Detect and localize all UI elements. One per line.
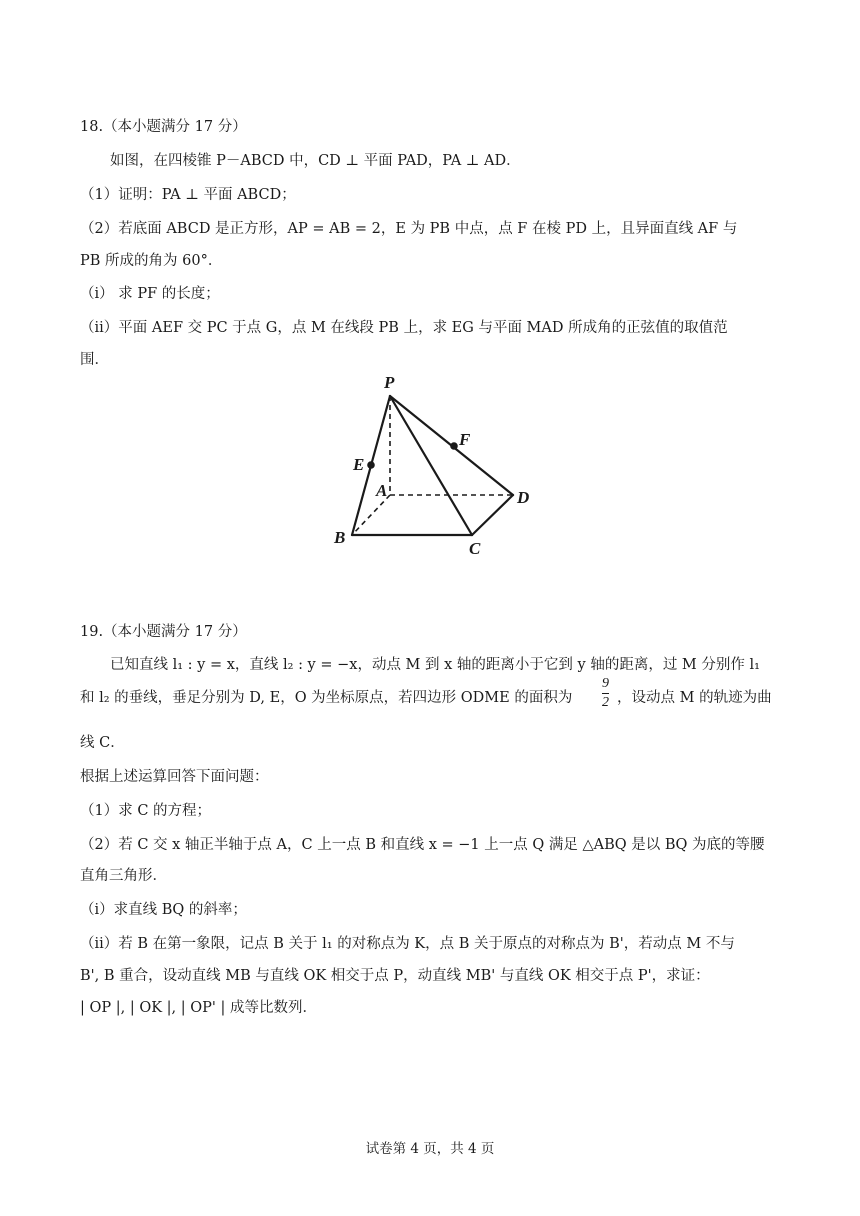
q19-sub2-line3: | OP |, | OK |, | OP' | 成等比数列． <box>80 1000 318 1016</box>
edge-pc <box>390 396 472 535</box>
q19-title: 19.（本小题满分 17 分） <box>80 624 247 640</box>
q19-part1: （1）求 C 的方程； <box>80 803 212 819</box>
q19-stem-line2-tail: ，设动点 M 的轨迹为曲 <box>617 690 772 706</box>
point-f <box>450 442 458 450</box>
pyramid-figure <box>320 366 550 566</box>
q19-lead: 根据上述运算回答下面问题： <box>80 769 269 785</box>
q18-part2-line1: （2）若底面 ABCD 是正方形，AP = AB = 2，E 为 PB 中点，点 F 在棱 PD 上，且异面直线 AF 与 <box>80 221 738 237</box>
label-d: D <box>517 488 530 507</box>
q18-stem: 如图，在四棱锥 P－ABCD 中，CD ⊥ 平面 PAD，PA ⊥ AD． <box>110 153 521 169</box>
q18-title: 18.（本小题满分 17 分） <box>80 119 247 135</box>
q18-sub1: （i） 求 PF 的长度； <box>80 286 220 302</box>
q18-part1: （1）证明：PA ⊥ 平面 ABCD； <box>80 187 296 203</box>
q19-sub2-line2: B', B 重合，设动直线 MB 与直线 OK 相交于点 P，动直线 MB' 与直线 OK 相交于点 P'，求证： <box>80 968 710 984</box>
fraction-numerator: 9 <box>602 676 609 691</box>
q19-stem-line1: 已知直线 l₁ : y = x，直线 l₂ : y = −x，动点 M 到 x 轴的距离小于它到 y 轴的距离，过 M 分别作 l₁ <box>110 657 760 673</box>
label-c: C <box>469 539 481 558</box>
label-e: E <box>353 455 365 474</box>
point-e <box>367 461 375 469</box>
q18-sub2-line1: （ii）平面 AEF 交 PC 于点 G，点 M 在线段 PB 上，求 EG 与平面 MAD 所成角的正弦值的取值范 <box>80 320 728 336</box>
q19-part2-line2: 直角三角形． <box>80 868 167 884</box>
label-p: P <box>384 373 395 392</box>
q19-part2-line1: （2）若 C 交 x 轴正半轴于点 A，C 上一点 B 和直线 x = −1 上一点 Q 满足 △ABQ 是以 BQ 为底的等腰 <box>80 837 765 853</box>
fraction-denominator: 2 <box>602 695 609 710</box>
q18-sub2-line2: 围． <box>80 352 109 368</box>
q19-stem-line2: 和 l₂ 的垂线，垂足分别为 D, E，O 为坐标原点，若四边形 ODME 的面积为 <box>80 690 573 706</box>
q19-stem-line3: 线 C． <box>80 735 125 751</box>
label-f: F <box>459 430 471 449</box>
q18-part2-line2: PB 所成的角为 60°． <box>80 253 223 269</box>
edge-cd <box>472 495 513 535</box>
page-footer: 试卷第 4 页，共 4 页 <box>365 1141 495 1157</box>
q19-sub2-line1: （ii）若 B 在第一象限，记点 B 关于 l₁ 的对称点为 K，点 B 关于原点的对称点为 B'，若动点 M 不与 <box>80 936 735 952</box>
label-a: A <box>376 481 388 500</box>
area-fraction <box>602 676 609 711</box>
q19-sub1: （i）求直线 BQ 的斜率； <box>80 902 247 918</box>
label-b: B <box>334 528 346 547</box>
